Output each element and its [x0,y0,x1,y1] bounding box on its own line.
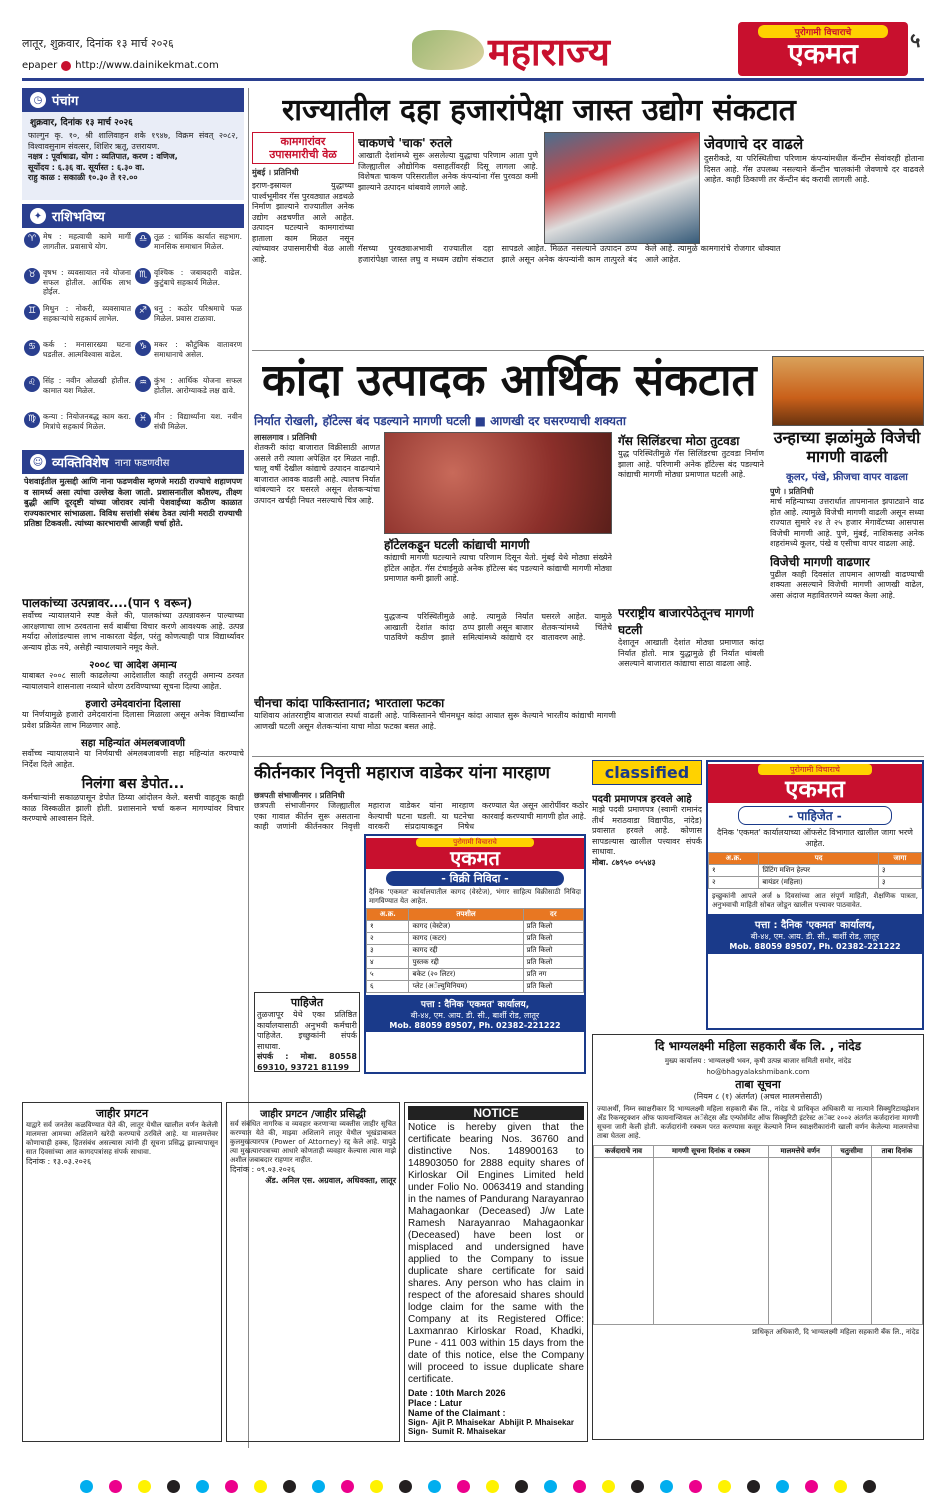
tender-brand-name: एकमत [450,846,500,870]
rashi-text: कुंभ : आर्थिक योजना सफल होतील. आरोग्याकडे लक्ष द्यावे. [154,376,242,395]
hiring-brand-name: एकमत [785,775,845,803]
hiring-address: बी-४४, एम. आय. डी. सी., बार्शी रोड, लातूर [750,932,880,941]
hiring-table-body [709,865,922,889]
bank-email: ho@bhagyalakshmibank.com [706,1067,810,1076]
gas-title: गॅस सिलिंडरचा मोठा तुटवडा [618,434,740,448]
rashi-item [135,340,242,374]
table-cell: प्रति नग [523,969,583,981]
table-cell: २ [709,877,759,889]
onion-deck: निर्यात रोखली, हॉटेल्स बंद पडल्याने मागणी घटली ■ आणखी दर घसरण्याची शक्यता [254,414,626,428]
kirtan-body: छत्रपती संभाजीनगर जिल्ह्यातील एका गावात कीर्तन सुरू असताना काही जणांनी कीर्तनकार निवृत्ती महाराज वाडेकर यांना मारहाण केल्याची घटना घडली. या घटनेचा वारकरी संप्रदायाकडून निषेध करण्यात येत असून आरोपींवर कठोर कारवाई करण्याची मागणी होत आहे. [254,801,588,831]
power-article [770,428,924,728]
chak-box [358,134,538,240]
registration-dot [747,1480,760,1493]
table-cell: ३ [878,877,921,889]
brand-tagline: पुरोगामी विचाराचे [758,25,888,38]
english-claimants-label: Name of the Claimant : [408,1408,506,1418]
rashi-text: वृश्चिक : जबाबदारी वाढेल. कुटुंबाचे सहकार्य मिळेल. [154,268,242,287]
table-cell: १ [709,865,759,877]
rashi-text: मीन : विद्यार्थ्यांना यश. नवीन संधी मिळेल. [154,412,242,431]
kirtan-headline: कीर्तनकार निवृत्ती महाराज वाडेकर यांना मारहाण [254,763,550,783]
bank-table [593,1145,923,1325]
zodiac-sign-icon: ♒ [135,376,151,392]
hazaro-body: या निर्णयामुळे हजारो उमेदवारांना दिलासा मिळाला असून अनेक विद्यार्थ्यांना प्रवेश प्रक्रियेत लाभ मिळणार आहे. [22,710,244,730]
bank-table-row [594,1157,923,1324]
wanted-title: पाहिजेत [290,996,324,1009]
hiring-title: - पाहिजेत - [738,806,892,825]
hiring-address-box [708,914,922,954]
table-header-cell: मालमत्तेचे वर्णन [769,1145,832,1157]
onion-body: शेतकरी कांदा बाजारात विक्रीसाठी आणत असले तरी त्याला अपेक्षित दर मिळत नाही. चालू वर्षी देखील कांद्याचे उत्पादन वाढल्याने बाजारात आवक वाढली आहे. त्यातच निर्यात थांबल्याने दर घसरले असून शेतकऱ्यांचा उत्पादन खर्चही निघत नसल्याचे चित्र आहे. [254,443,380,505]
hiring-brand [708,764,922,803]
vyakti-body: पेशवाईतील मुत्सद्दी आणि नाना फडणवीस म्हणजे मराठी राज्याचे शहाणपण व सामर्थ्य असा त्यांचा उल्लेख केला जातो. प्रशासनातील कौशल्य, तीक्ष्ण बुद्धी आणि दूरदृष्टी यांच्या जोरावर त्यांनी पेशवाईच्या कठीण काळात राज्यकारभार सांभाळला. विविध सत्तांशी संबंध ठेवत त्यांनी मराठी राज्याची प्रतिष्ठा टिकवली. त्यांच्या कारभाराची आजही चर्चा होते. [24,477,242,528]
tender-address: बी-४४, एम. आय. डी. सी., बार्शी रोड, लातूर [410,1011,540,1020]
rashi-grid [22,228,244,446]
vyakti-header [22,450,244,474]
classified-label: classified [592,760,702,785]
table-cell: प्रिंटिंग मशिन हेल्पर [759,865,879,877]
registration-dot [515,1480,528,1493]
brand-name: एकमत [788,37,858,70]
rashi-item [135,304,242,338]
site-url: http://www.dainikekmat.com [75,60,219,71]
vyakti-subject: नाना फडणवीस [114,458,170,469]
ovc-body: याबाबत २००८ साली काढलेल्या आदेशातील काही तरतुदी अमान्य ठरवत न्यायालयाने शासनाला नव्याने धोरण ठरविण्याच्या सूचना दिल्या आहेत. [22,671,244,691]
panchang-day: शुक्रवार, दिनांक १३ मार्च २०२६ [30,118,133,128]
registration-dot [631,1480,644,1493]
table-cell: बायंडर (महिला) [759,877,879,889]
table-cell: ४ [367,957,409,969]
jevan-body: दुसरीकडे, या परिस्थितीचा परिणाम कंपन्यांमधील कॅन्टीन सेवांवरही होताना दिसत आहे. गॅस उपलब्ध नसल्याने कॅन्टीन चालकांनी जेवणाचे दर वाढवले आहेत. काही ठिकाणी तर कॅन्टीन बंद करावी लागली आहे. [704,154,924,184]
registration-dot [138,1480,151,1493]
table-row [367,945,584,957]
rashi-item [24,304,131,338]
public-notice [22,1102,222,1442]
registration-dot [689,1480,702,1493]
power-deck: कूलर, पंखे, फ्रीजचा वापर वाढला [786,472,908,483]
zodiac-sign-icon: ♈ [24,232,40,248]
power-sub-title: विजेची मागणी वाढणार [770,554,870,569]
panchang-title: पंचांग [52,94,79,109]
hiring-intro: दैनिक 'एकमत' कार्यालयाच्या ऑफसेट विभागात खालील जागा भरणे आहेत. [717,828,913,848]
sign-label: Sign- [408,1427,428,1436]
table-row [367,981,584,993]
table-header-cell: ताबा दिनांक [872,1145,923,1157]
chak-title: चाकणचे 'चाक' रुतले [358,136,453,150]
registration-dot [776,1480,789,1493]
registration-dot [341,1480,354,1493]
palak-article [22,594,244,984]
rashi-item [24,268,131,302]
ovc-title: २००८ चा आदेश अमान्य [89,660,177,671]
map-graphic [412,30,484,70]
registration-dot [196,1480,209,1493]
saha-body: सर्वोच्च न्यायालयाने या निर्णयाची अंमलबजावणी सहा महिन्यांत करण्याचे निर्देश दिले आहेत. [22,749,244,769]
registration-dot [660,1480,673,1493]
zodiac-sign-icon: ♋ [24,340,40,356]
registration-dot [167,1480,180,1493]
registration-dot [225,1480,238,1493]
chak-body: आखाती देशांमध्ये सुरू असलेल्या युद्धाचा परिणाम आता पुणे जिल्ह्यातील औद्योगिक वसाहतींवरही दिसू लागला आहे. विशेषतः चाकण परिसरातील अनेक कंपन्यांना गॅस पुरवठा कमी झाल्याने उत्पादन थांबवावे लागले आहे. [358,151,538,192]
gas-cylinder-photo [544,132,700,244]
tender-address-box [366,995,584,1032]
claimant-name: Abhijit P. Mhaisekar [499,1418,574,1427]
rashi-text: वृषभ : व्यवसायात नवे योजना सफल होतील. आर्थिक लाभ होईल. [43,268,131,296]
gas-body: युद्ध परिस्थितीमुळे गॅस सिलिंडरचा तुटवडा निर्माण झाला आहे. परिणामी अनेक हॉटेल्स बंद पडल्याने कांद्याची मागणी मोठ्या प्रमाणात घटली आहे. [618,449,764,479]
rashi-item [24,376,131,410]
onion-bottom-body: युद्धजन्य परिस्थितीमुळे आखाती देशांत कांदा पाठविणे कठीण झाले आहे. त्यामुळे निर्यात ठप्प झाली असून बाजार समित्यांमध्ये कांद्याचे दर घसरले आहेत. यामुळे शेतकऱ्यांमध्ये चिंतेचे वातावरण आहे. [384,612,612,642]
table-header-cell: मागणी सूचना दिनांक व रक्कम [653,1145,768,1157]
tender-table-body [367,921,584,993]
wanted-contact: संपर्क : मोबा. 80558 69310, 93721 81199 [257,1052,357,1072]
hazaro-title: हजारो उमेदवारांना दिलासा [85,699,181,710]
table-row [709,877,922,889]
rashi-item [135,412,242,446]
foreign-box [618,604,764,728]
classified-ad [592,760,702,1060]
table-header-cell: जागा [878,853,921,865]
hiring-mobile: Mob. 88059 89507, Ph. 02382-221222 [729,942,901,951]
registration-dot [805,1480,818,1493]
onion-lead-col [254,432,380,690]
jevan-title: जेवणाचे दर वाढले [704,135,804,153]
registration-dot [486,1480,499,1493]
english-notice-date: Date : 10th March 2026 [408,1388,506,1398]
rashi-title: राशिभविष्य [52,210,105,225]
wanted-ad [254,992,360,1072]
english-notice-body: Notice is hereby given that the certificate bearing Nos. 36760 and distinctive Nos. 148900163 to 148903050 for 2888 equity shares of Kirloskar Oil Engines Limited held under Folio No. 0063419 and standing in the names of Pandurang Narayanrao Mahagaonkar (Deceased) J/w Late Ramesh Narayanrao Mahagaonkar (Deceased) have been lost or misplaced and undersigned have applied to the Company to issue duplicate share certificate for said shares. Any person who has claim in respect of the aforesaid shares should lodge claim for the same with the Company at its Registered Office: Laxmanrao Kirloskar Road, Khadki, Pune - 411 003 within 15 days from the date of this notice, else the Company will proceed to issue duplicate share certificate. [408,1122,584,1385]
tender-brand [366,838,584,869]
bank-notice-sub: (नियम ८ (१) अंतर्गत) (अचल मालमत्तेसाठी) [693,1092,823,1101]
tender-tagline: पुरोगामी विचाराचे [416,838,534,847]
registration-dot [834,1480,847,1493]
table-cell: ६ [367,981,409,993]
registration-dot [312,1480,325,1493]
power-byline: पुणे । प्रतिनिधी [770,487,814,496]
table-header-cell: अ.क्र. [709,853,759,865]
hotel-box [384,536,612,610]
panchang-header [22,88,244,112]
lead-sidebar-byline: मुंबई । प्रतिनिधी [252,168,299,177]
public-notice-2-title: जाहीर प्रगटन /जाहीर प्रसिद्धी [260,1109,366,1120]
classified-title: पदवी प्रमाणपत्र हरवले आहे [592,794,692,805]
foreign-body: देशातून आखाती देशांत मोठ्या प्रमाणात कांदा निर्यात होतो. मात्र युद्धामुळे ही निर्यात थांबली असल्याने बाजारात कांद्याचा साठा वाढला आहे. [618,638,764,668]
bank-sign: प्राधिकृत अधिकारी, दि भाग्यलक्ष्मी महिला सहकारी बँक लि., नांदेड [752,1327,919,1336]
table-cell: प्रति किलो [523,945,583,957]
table-cell: प्रति किलो [523,981,583,993]
china-title: चीनचा कांदा पाकिस्तानात; भारताला फटका [254,696,445,710]
registration-dot [863,1480,876,1493]
table-cell: ३ [367,945,409,957]
tender-mobile: Mob. 88059 89507, Ph. 02382-221222 [389,1021,561,1030]
hiring-table [708,852,922,889]
jevan-box [704,134,924,242]
rashi-item [135,268,242,302]
page-number: ५ [910,28,921,52]
zodiac-sign-icon: ♉ [24,268,40,284]
table-header-cell: कर्जदाराचे नाव [594,1145,654,1157]
table-row [367,969,584,981]
sign-label: Sign- [408,1418,428,1427]
public-notice-2-sign: ॲड. अनिल एस. अग्रवाल, अधिवक्ता, लातूर [265,1175,396,1185]
hotel-body: कांद्याची मागणी घटल्याने त्याचा परिणाम दिसून येतो. मुंबई येथे मोठ्या संख्येने हॉटेल आहेत. गॅस टंचाईमुळे अनेक हॉटेल्स बंद पडल्याने कांद्याची मागणी मोठ्या प्रमाणात कमी झाली आहे. [384,553,612,583]
rashi-text: मेष : महत्वाची कामे मार्गी लागतील. प्रवासाचे योग. [43,232,131,251]
panchang-row: राहु काळ : सकाळी १०.३० ते १२.०० [28,173,138,182]
registration-dot [718,1480,731,1493]
english-claimant-line [408,1427,584,1436]
lead-main-body: गॅसच्या पुरवठ्याअभावी राज्यातील दहा हजारांपेक्षा जास्त लघु व मध्यम उद्योग संकटात सापडले आहेत. मिळत नसल्याने उत्पादन ठप्प झाले असून अनेक कंपन्यांनी काम तात्पुरते बंद केले आहे. त्यामुळे कामगारांचे रोजगार धोक्यात आले आहेत. [358,244,781,264]
panchang-box [22,88,244,200]
table-cell: कागद रद्दी [409,945,523,957]
hotel-title: हॉटेलकडून घटली कांद्याची मागणी [384,538,530,552]
rashi-text: धनु : कठोर परिश्रमाचे फळ मिळेल. प्रवास टाळावा. [154,304,242,323]
gas-box [618,432,764,602]
person-icon: ☺ [30,454,46,470]
table-header-cell: चतुःसीमा [832,1145,872,1157]
rashi-text: कन्या : नियोजनबद्ध काम करा. मित्रांचे सहकार्य मिळेल. [43,412,131,431]
zodiac-sign-icon: ♏ [135,268,151,284]
tender-address-label: पत्ता : दैनिक 'एकमत' कार्यालय, [420,1000,530,1010]
china-body: याशिवाय आंतरराष्ट्रीय बाजारात स्पर्धा वाढली आहे. पाकिस्तानने चीनमधून कांदा आयात सुरू केल्याने भारतीय कांद्याची मागणी आणखी घटली असून शेतकऱ्यांना याचा मोठा फटका बसत आहे. [254,711,616,731]
rashi-header [22,204,244,228]
english-notice [404,1102,588,1442]
rashi-text: कर्क : मनासारख्या घटना घडतील. आत्मविश्वास वाढेल. [43,340,131,359]
hiring-table-header [709,853,922,865]
public-notice-2-date: दिनांक : ०९.०३.२०२६ [230,1165,296,1174]
onion-photo [384,432,612,534]
lead-headline: राज्यातील दहा हजारांपेक्षा जास्त उद्योग संकटात [282,93,796,128]
hiring-ad [706,760,924,1030]
zodiac-sign-icon: ♓ [135,412,151,428]
vyakti-box [22,450,244,590]
table-header-cell: अ.क्र. [367,909,409,921]
rashi-item [24,412,131,446]
foreign-title: परराष्ट्रीय बाजारपेठेतूनच मागणी घटली [618,606,754,637]
palak-body: सर्वोच्च न्यायालयाने स्पष्ट केले की, पालकांच्या उत्पन्नावरून पाल्याच्या आरक्षणाचा लाभ ठरवताना सर्व बाबींचा विचार करणे आवश्यक आहे. उत्पन्न मर्यादा ओलांडल्यास लाभ नाकारता येईल, परंतु कोणत्याही पात्र विद्यार्थ्यावर अन्याय होऊ नये, असेही न्यायालयाने नमूद केले. [22,611,244,652]
bank-sub: मुख्य कार्यालय : भाग्यलक्ष्मी भवन, कृषी उत्पन्न बाजार समिती समोर, नांदेड [664,1057,852,1065]
wanted-body: तुळजापूर येथे एका प्रतिष्ठित कार्यालयासाठी अनुभवी कर्मचारी पाहिजेत. इच्छुकांनी संपर्क साधावा. [257,1010,357,1051]
lead-sidebar [252,132,354,360]
clock-icon: ◷ [30,92,46,108]
table-cell: बकेट (२० लिटर) [409,969,523,981]
panchang-row: नक्षत्र : पूर्वाषाढा, योग : व्यतिपात, करण : वणिज, [28,152,178,161]
onion-byline: लासलगाव । प्रतिनिधी [254,433,317,442]
public-notice-date: दिनांक : १३.०३.२०२६ [26,1157,92,1166]
rashi-text: तूळ : धार्मिक कार्यात सहभाग. मानसिक समाधान मिळेल. [154,232,242,251]
epaper-link[interactable] [22,60,219,71]
registration-dot [283,1480,296,1493]
lead-sidebar-title: कामगारांवर उपासमारीची वेळ [252,132,354,164]
english-claimant-line [408,1418,584,1427]
tender-ad [364,834,586,1074]
hiring-address-label: पत्ता : दैनिक 'एकमत' कार्यालय, [754,920,876,931]
bank-name: दि भाग्यलक्ष्मी महिला सहकारी बँक लि. , नांदेड [654,1039,862,1053]
panchang-body: फाल्गुन कृ. १०, श्री शालिवाहन शके १९४७, विक्रम संवत् २०८२, विश्वावसुनाम संवत्सर, शिशिर ऋतू, उत्तरायण. [28,131,238,151]
table-cell: ३ [878,865,921,877]
zodiac-sign-icon: ♑ [135,340,151,356]
zodiac-sign-icon: ♎ [135,232,151,248]
table-cell: १ [367,921,409,933]
public-notice-2 [226,1102,400,1442]
tender-table-header [367,909,584,921]
registration-dot [370,1480,383,1493]
tender-table [366,908,584,993]
hiring-tagline: पुरोगामी विचाराचे [758,764,872,775]
table-cell: प्रति किलो [523,933,583,945]
table-header-cell: तपशील [409,909,523,921]
table-cell: प्रति किलो [523,921,583,933]
registration-dot [544,1480,557,1493]
registration-dot [109,1480,122,1493]
rashi-item [24,340,131,374]
china-box [254,694,616,752]
zodiac-sign-icon: ♐ [135,304,151,320]
registration-dot [428,1480,441,1493]
tender-title: - विक्री निविदा - [386,871,564,886]
table-cell: कागद (कटर) [409,933,523,945]
table-cell: ५ [367,969,409,981]
lead-sidebar-body: इराण-इस्रायल युद्धाच्या पार्श्वभूमीवर गॅस पुरवठ्यात अडथळे निर्माण झाल्याने राज्यातील अनेक उद्योग अडचणीत आले आहेत. उत्पादन घटल्याने कामगारांच्या हाताला काम मिळत नसून त्यांच्यावर उपासमारीची वेळ आली आहे. [252,181,354,264]
rashi-box [22,204,244,446]
nilanga-title: निलंगा बस डेपोत... [81,776,185,792]
rashi-text: मकर : कौटुंबिक वातावरण समाधानाचे असेल. [154,340,242,359]
classified-body: माझे पदवी प्रमाणपत्र (स्वामी रामानंद तीर्थ मराठवाडा विद्यापीठ, नांदेड) प्रवासात हरवले आहे. कोणास सापडल्यास खालील पत्त्यावर संपर्क साधावा. [592,805,702,856]
bank-body: ज्याअर्थी, निम्न स्वाक्षरीकार दि भाग्यलक्ष्मी महिला सहकारी बँक लि., नांदेड चे प्राधिकृत अधिकारी या नात्याने सिक्युरिटायझेशन अँड रिकन्स्ट्रक्शन ऑफ फायनान्शियल अॅसेट्स अँड एन्फोर्समेंट ऑफ सिक्युरिटी इंटरेस्ट अॅक्ट २००२ अंतर्गत कर्जदारांना मागणी सूचना जारी केली होती. कर्जदारांनी रक्कम परत करण्यास कसूर केल्याने निम्न स्वाक्षरीकारांनी खाली वर्णन केलेल्या मालमत्तेचा ताबा घेतला आहे. [597,1104,919,1140]
public-notice-2-body: सर्व संबंधित नागरिक व व्यवहार करणाऱ्या व्यक्तीस जाहीर सूचित करण्यात येते की, माझ्या अशिलाने लातूर येथील भूखंडाबाबत कुलमुखत्यारपत्र (Power of Attorney) रद्द केले आहे. यापुढे त्या मुखत्यारपत्राच्या आधारे कोणताही व्यवहार केल्यास त्यास माझे अशील जबाबदार राहणार नाहीत. [230,1120,396,1164]
registration-dot [573,1480,586,1493]
public-notice-body: याद्वारे सर्व जनतेस कळविण्यात येते की, लातूर येथील खालील वर्णन केलेली मालमत्ता आमच्या अशिलाने खरेदी करण्याचे ठरविले आहे. या मालमत्तेवर कोणाचाही हक्क, हितसंबंध असल्यास त्यांनी ही सूचना प्रसिद्ध झाल्यापासून सात दिवसांच्या आत कागदपत्रांसह संपर्क साधावा. [26,1121,218,1156]
rashi-text: मिथुन : नोकरी, व्यवसायात सहकाऱ्यांचे सहकार्य लाभेल. [43,304,131,323]
dateline: लातूर, शुक्रवार, दिनांक १३ मार्च २०२६ [22,37,174,50]
zodiac-icon: ✦ [30,208,46,224]
section-title: महाराज्य [488,30,610,74]
rashi-item [24,232,131,266]
table-cell: प्रति किलो [523,957,583,969]
vyakti-title: व्यक्तिविशेष [52,456,109,471]
table-row [367,933,584,945]
zodiac-sign-icon: ♊ [24,304,40,320]
rashi-item [135,376,242,410]
bank-notice [592,1034,924,1440]
registration-marks [0,1470,945,1501]
registration-dot [457,1480,470,1493]
power-sub-body: पुढील काही दिवसांत तापमान आणखी वाढण्याची शक्यता असल्याने विजेची मागणी आणखी वाढेल, असा अंदाज महावितरणने व्यक्त केला आहे. [770,569,924,600]
table-cell: प्लेट (अॅल्युमिनियम) [409,981,523,993]
zodiac-sign-icon: ♌ [24,376,40,392]
zodiac-sign-icon: ♍ [24,412,40,428]
saha-title: सहा महिन्यांत अंमलबजावणी [80,738,186,749]
english-notice-title: NOTICE [408,1106,584,1120]
onion-headline: कांदा उत्पादक आर्थिक संकटात [262,355,757,406]
power-photo [772,356,924,426]
nilanga-body: कर्मचाऱ्यांनी सकाळपासून डेपोत ठिय्या आंदोलन केले. बसची वाहतूक काही काळ विस्कळीत झाली होती. प्रशासनाने चर्चा करून मागण्यांवर विचार करण्याचे आश्वासन दिले. [22,793,244,823]
hiring-note: इच्छुकांनी आपले अर्ज ७ दिवसांच्या आत संपूर्ण माहिती, शैक्षणिक पात्रता, अनुभवाची माहिती सोबत जोडून खालील पत्त्यावर पाठवावेत. [712,892,918,909]
registration-dot [602,1480,615,1493]
power-body: मार्च महिन्याच्या उत्तरार्धात तापमानात झपाट्याने वाढ होत आहे. त्यामुळे विजेची मागणी वाढली असून सध्या राज्यात सुमारे २४ ते २५ हजार मेगावॅटच्या आसपास विजेची मागणी आहे. पुणे, मुंबई, नाशिकसह अनेक शहरांमध्ये कूलर, पंखे व एसीचा वापर वाढला आहे. [770,497,924,548]
claimant-name: Ajit P. Mhaisekar [432,1418,495,1427]
table-row [367,921,584,933]
rashi-item [135,232,242,266]
masthead [0,0,945,82]
public-notice-title: जाहीर प्रगटन [95,1107,149,1120]
bank-table-header [594,1145,923,1157]
brand-logo [738,22,908,76]
tender-intro: दैनिक 'एकमत' कार्यालयातील कागद (वेस्टेज), भंगार साहित्य विक्रीसाठी निविदा मागविण्यात येत आहेत. [369,888,581,905]
table-header-cell: दर [523,909,583,921]
registration-dot [80,1480,93,1493]
panchang-row: सूर्योदय : ६.३६ वा. सूर्यास्त : ६.३० वा. [28,162,145,172]
english-notice-place: Place : Latur [408,1398,463,1408]
registration-dot [399,1480,412,1493]
claimant-name: Sumit R. Mhaisekar [432,1427,506,1436]
table-row [367,957,584,969]
epaper-label: epaper [22,60,58,71]
table-cell: पुस्तक रद्दी [409,957,523,969]
globe-icon [61,61,71,71]
power-headline: उन्हाच्या झळांमुळे विजेची मागणी वाढली [773,428,921,466]
table-row [709,865,922,877]
table-header-cell: पद [759,853,879,865]
palak-title: पालकांच्या उत्पन्नावर....(पान ९ वरून) [22,596,193,610]
table-cell: कागद (वेस्टेज) [409,921,523,933]
registration-dot [254,1480,267,1493]
bank-notice-title: ताबा सूचना [735,1078,781,1091]
table-cell: २ [367,933,409,945]
kirtan-byline: छत्रपती संभाजीनगर । प्रतिनिधी [254,791,345,800]
rashi-text: सिंह : नवीन ओळखी होतील. कामात यश मिळेल. [43,376,131,395]
classified-contact: मोबा. ८७९५० ०५५४३ [592,857,656,867]
